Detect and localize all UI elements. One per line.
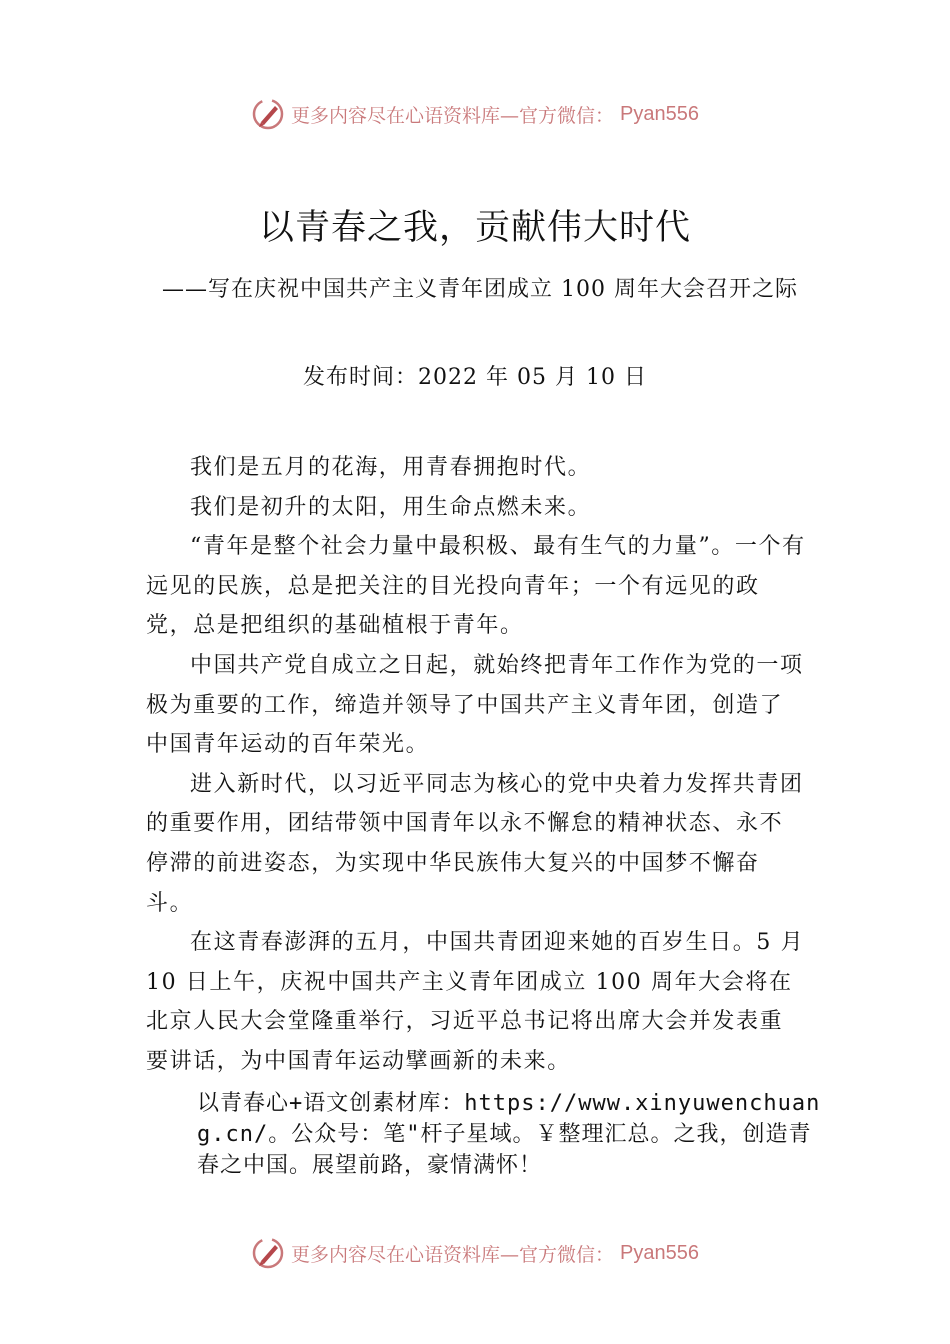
paragraph: “青年是整个社会力量中最积极、最有生气的力量”。一个有远见的民族，总是把关注的目光投向青年；一个有远见的政党，总是把组织的基础植根于青年。	[146, 534, 806, 639]
watermark-text: 更多内容尽在心语资料库—官方微信：	[291, 1243, 615, 1266]
article-title: 以青春之我，贡献伟大时代	[258, 208, 691, 248]
publish-date: 发布时间：2022 年 05 月 10 日	[303, 365, 647, 390]
pen-logo-icon	[251, 1236, 285, 1270]
paragraph: 进入新时代，以习近平同志为核心的党中央着力发挥共青团的重要作用，团结带领中国青年以永不懈怠的精神状态、永不停滞的前进姿态，为实现中华民族伟大复兴的中国梦不懈奋斗。	[146, 771, 804, 916]
footer-watermark	[0, 1233, 950, 1273]
resource-notice: 以青春心+语文创素材库：https://www.xinyuwenchuang.cn/。公众号：笔"杆子星域。￥整理汇总。之我，创造青春之中国。展望前路，豪情满怀！	[197, 1091, 821, 1178]
header-watermark	[0, 94, 950, 134]
paragraph: 我们是初升的太阳，用生命点燃未来。	[190, 494, 592, 520]
watermark-text: 更多内容尽在心语资料库—官方微信：	[291, 104, 615, 127]
article-subtitle: ——写在庆祝中国共产主义青年团成立 100 周年大会召开之际	[162, 277, 798, 302]
watermark-wechat-id: Pyan556	[620, 102, 699, 125]
pen-logo-icon	[251, 97, 285, 131]
article-body	[146, 448, 806, 1082]
paragraph: 在这青春澎湃的五月，中国共青团迎来她的百岁生日。5 月 10 日上午，庆祝中国共产主义青年团成立 100 周年大会将在北京人民大会堂隆重举行，习近平总书记将出席大会并发表重要讲话，为中国青年运动擘画新的未来。	[146, 930, 805, 1074]
paragraph: 中国共产党自成立之日起，就始终把青年工作作为党的一项极为重要的工作，缔造并领导了中国共产主义青年团，创造了中国青年运动的百年荣光。	[146, 652, 804, 758]
paragraph: 我们是五月的花海，用青春拥抱时代。	[190, 455, 592, 480]
watermark-wechat-id: Pyan556	[620, 1241, 699, 1264]
